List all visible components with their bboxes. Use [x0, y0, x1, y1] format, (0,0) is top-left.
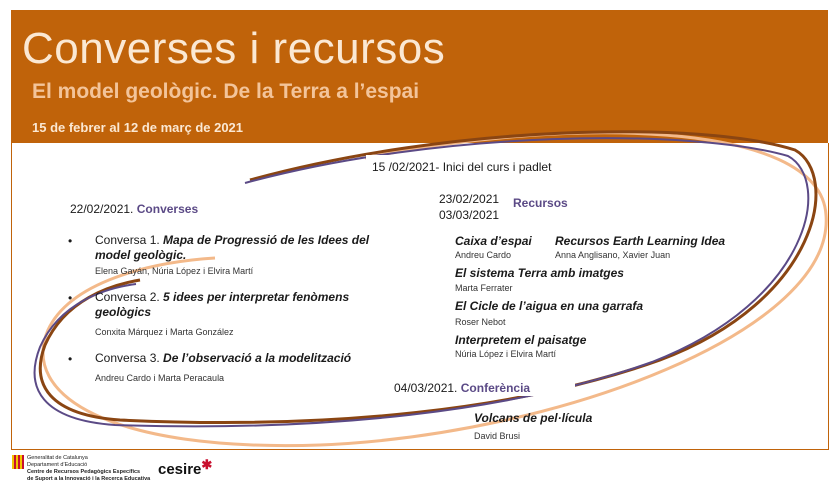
government-name: Generalitat de Catalunya [27, 455, 88, 461]
recurs-5-author: Núria López i Elvira Martí [455, 349, 557, 359]
course-start-line: 15 /02/2021- Inici del curs i padlet [372, 160, 552, 174]
cesire-logo [158, 457, 213, 478]
conferencia-author: David Brusi [474, 431, 521, 441]
conversa-3-title: De l’observació a la modelització [163, 351, 352, 365]
conferencia-date: 04/03/2021. [394, 381, 458, 395]
recurs-1-title: Caixa d’espai [455, 234, 532, 248]
recursos-date-1: 23/02/2021 [439, 192, 500, 206]
page-title: Converses i recursos [22, 24, 446, 73]
converses-date: 22/02/2021. [70, 202, 134, 216]
conversa-3-authors: Andreu Cardo i Marta Peracaula [95, 373, 225, 383]
bullet-icon: • [68, 291, 73, 305]
converses-header [70, 202, 198, 216]
conversa-1-line2: model geològic. [95, 248, 187, 262]
page-subtitle: El model geològic. De la Terra a l’espai [32, 80, 420, 103]
conferencia-header [394, 381, 530, 395]
conversa-3-line1 [95, 351, 351, 365]
recurs-4-title: El Cicle de l’aigua en una garrafa [455, 299, 644, 313]
conversa-1-line1 [95, 233, 369, 247]
conversa-1-authors: Elena Gayán, Núria López i Elvira Martí [95, 266, 254, 276]
bullet-icon: • [68, 352, 73, 366]
recurs-3-title: El sistema Terra amb imatges [455, 266, 624, 280]
recursos-date-2: 03/03/2021 [439, 208, 500, 222]
conversa-2-line2: geològics [95, 305, 152, 319]
conversa-2-line1 [95, 290, 349, 304]
generalitat-logo-icon [12, 455, 24, 469]
recurs-5-title: Interpretem el paisatge [455, 333, 587, 347]
government-label [27, 455, 88, 468]
department-name: Departament d’Educació [27, 461, 88, 468]
center-name-line1: Centre de Recursos Pedagògics Específics [27, 469, 141, 475]
cesire-wordmark: cesire [158, 461, 202, 478]
conversa-3-prefix: Conversa 3. [95, 351, 160, 365]
conversa-2-title: 5 idees per interpretar fenòmens [163, 290, 350, 304]
conferencia-title: Volcans de pel·lícula [474, 411, 593, 425]
bullet-icon: • [68, 234, 73, 248]
conversa-1-prefix: Conversa 1. [95, 233, 160, 247]
conversa-2-prefix: Conversa 2. [95, 290, 160, 304]
recursos-heading: Recursos [513, 196, 568, 210]
recurs-4-author: Roser Nebot [455, 317, 506, 327]
recurs-2-author: Anna Anglisano, Xavier Juan [555, 250, 671, 260]
recurs-1-author: Andreu Cardo [455, 250, 512, 260]
center-name-line2: de Suport a la Innovació i la Recerca Educativa [27, 475, 151, 482]
recurs-3-author: Marta Ferrater [455, 283, 513, 293]
cesire-star-icon: ✱ [201, 457, 213, 472]
center-label [27, 469, 150, 482]
conferencia-heading: Conferència [460, 381, 531, 395]
converses-heading: Converses [136, 202, 199, 216]
conversa-2-authors: Conxita Márquez i Marta González [95, 327, 234, 337]
conversa-1-title: Mapa de Progressió de les Idees del [163, 233, 370, 247]
course-dates: 15 de febrer al 12 de març de 2021 [32, 120, 244, 135]
recurs-2-title: Recursos Earth Learning Idea [555, 234, 726, 248]
